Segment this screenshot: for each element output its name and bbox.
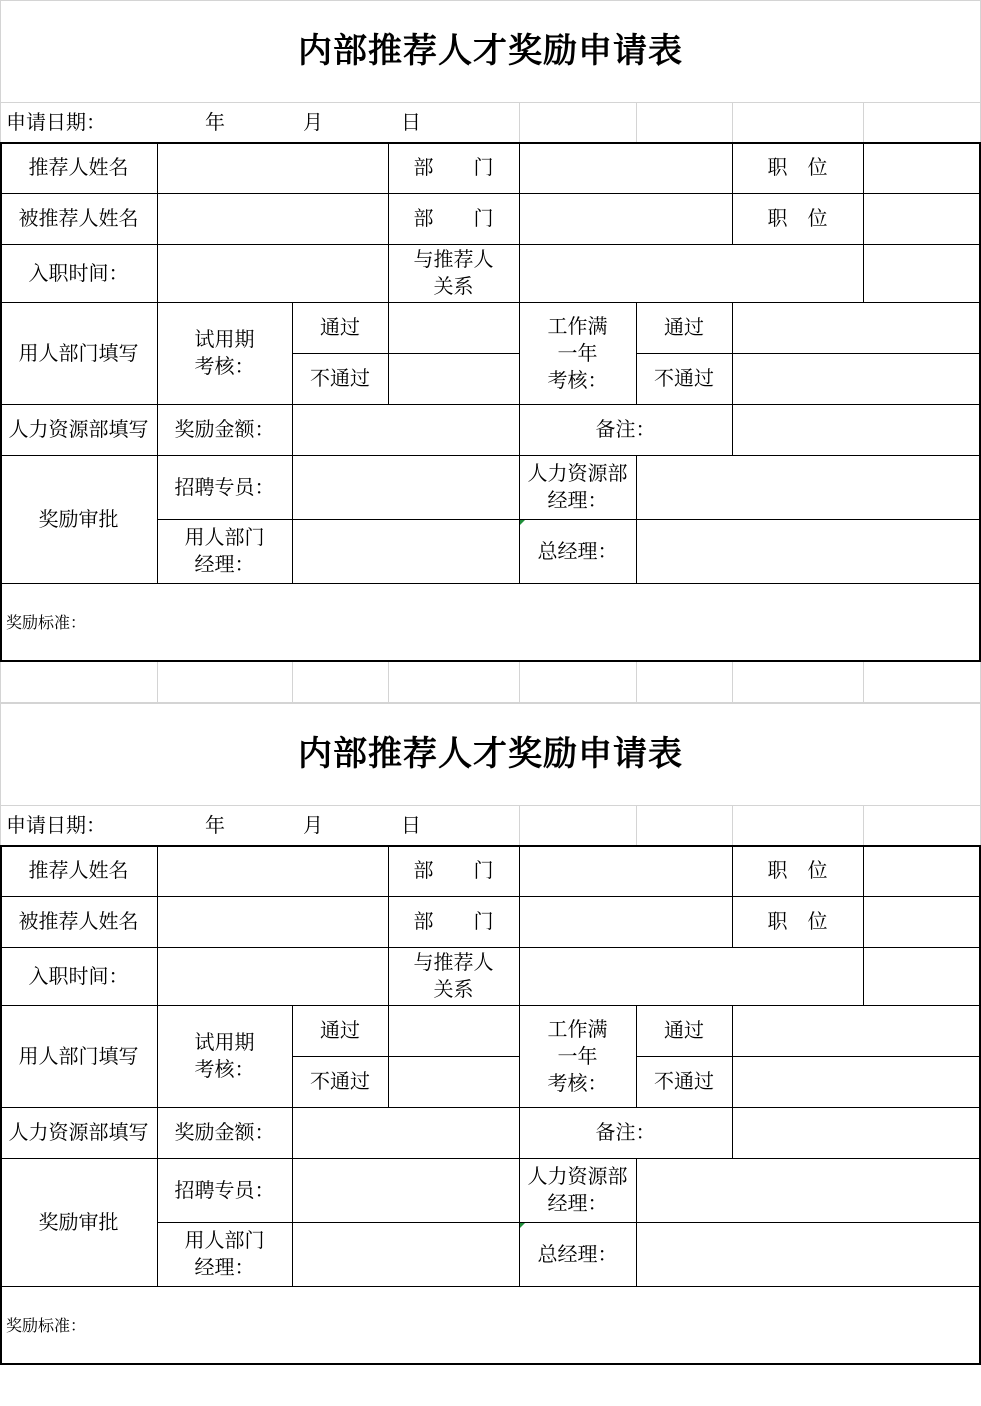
referee-position-field[interactable] [863,193,981,244]
referee-name-field[interactable] [157,193,388,244]
reward-amount-field[interactable] [292,1107,519,1158]
hr-fill-label [0,1107,157,1158]
vline [519,845,520,1286]
hr-fill-label-text: 人力资源部填写 [8,1120,149,1144]
approval-label-text: 奖励审批 [38,506,119,531]
dept-manager-label-text: 用人部门 经理： [184,525,265,576]
hline [292,353,519,354]
probation-fail-label [292,1056,388,1107]
one-year-label [519,1005,636,1107]
one-year-pass-label-text: 通过 [664,315,704,339]
year-label [195,102,235,142]
dept-manager-label-text: 用人部门 经理： [184,1228,265,1279]
vline [388,302,389,404]
referee-name-label [0,896,157,947]
remark-field[interactable] [732,404,981,455]
relation-label-text: 与推荐人 关系 [413,950,494,1001]
referrer-position-field[interactable] [863,142,981,193]
referrer-position-field[interactable] [863,845,981,896]
hr-manager-label-text: 人力资源部 经理： [527,1164,628,1215]
one-year-pass-label-text: 通过 [664,1018,704,1042]
grid-gap-col [292,662,293,703]
hline [0,583,981,584]
year-label-text: 年 [205,812,225,837]
referee-position-label-text: 职 位 [767,206,828,230]
referee-dept-label [388,193,519,244]
remark-label-text: 备注： [595,1120,656,1144]
day-label [391,805,431,845]
referrer-dept-field[interactable] [519,845,732,896]
hline [0,896,981,897]
dept-manager-field[interactable] [292,1222,519,1286]
referee-name-field[interactable] [157,896,388,947]
general-manager-label [519,519,636,583]
recruiter-label-text: 招聘专员： [174,1177,275,1202]
one-year-fail-label [636,353,732,404]
referee-name-label [0,193,157,244]
referrer-dept-label [388,845,519,896]
hr-manager-field[interactable] [636,455,981,519]
hiring-dept-fill-label-text: 用人部门填写 [18,340,139,365]
probation-pass-label-text: 通过 [320,1018,360,1042]
border-top [0,845,981,847]
hire-date-field[interactable] [157,947,388,1005]
relation-field[interactable] [519,244,863,302]
vline [157,142,158,583]
hline [0,193,981,194]
date-label [0,805,157,845]
hiring-dept-fill-label [0,1005,157,1107]
referrer-position-label [732,142,863,193]
general-manager-label [519,1222,636,1286]
referee-dept-label-text: 部 门 [413,909,494,933]
date-label-text: 申请日期： [6,812,106,837]
probation-fail-field[interactable] [388,1056,519,1107]
referrer-name-label-text: 推荐人姓名 [28,155,129,179]
hr-manager-label-text: 人力资源部 经理： [527,461,628,512]
referrer-name-label-text: 推荐人姓名 [28,858,129,882]
vline [636,1158,637,1286]
hline [0,404,981,405]
referee-dept-field[interactable] [519,193,732,244]
probation-label-text: 试用期 考核： [194,327,255,378]
dept-manager-label [157,519,292,583]
probation-pass-field[interactable] [388,302,519,353]
referee-dept-label [388,896,519,947]
dept-manager-field[interactable] [292,519,519,583]
vline [388,1005,389,1107]
relation-field[interactable] [519,947,863,1005]
relation-label [388,244,519,302]
probation-label [157,1005,292,1107]
hiring-dept-fill-label-text: 用人部门填写 [18,1043,139,1068]
referee-position-label [732,193,863,244]
month-label [293,102,333,142]
probation-pass-label-text: 通过 [320,315,360,339]
grid-date-col [636,805,637,845]
vline [863,845,864,1005]
one-year-pass-field[interactable] [732,1005,981,1056]
vline [388,142,389,302]
year-label-text: 年 [205,109,225,134]
date-label [0,102,157,142]
referee-position-field[interactable] [863,896,981,947]
form-title-text: 内部推荐人才奖励申请表 [298,733,683,774]
referrer-dept-label-text: 部 门 [413,858,494,882]
recruiter-field[interactable] [292,455,519,519]
remark-label [519,1107,732,1158]
probation-label [157,302,292,404]
grid-date-col [863,102,864,142]
grid-date-col [863,805,864,845]
vline [732,302,733,455]
reward-standard-label-text: 奖励标准： [6,613,87,632]
grid-gap-col [863,662,864,703]
referrer-name-label [0,142,157,193]
probation-pass-label [292,1005,388,1056]
grid-gap-left [0,662,1,703]
vline [388,845,389,1005]
referee-position-label [732,896,863,947]
recruiter-label-text: 招聘专员： [174,474,275,499]
probation-fail-label-text: 不通过 [310,1069,370,1093]
grid-date-col [636,102,637,142]
form-title [0,703,981,805]
date-label-text: 申请日期： [6,109,106,134]
referrer-name-field[interactable] [157,845,388,896]
referrer-dept-label [388,142,519,193]
general-manager-field[interactable] [636,519,981,583]
hline [157,519,981,520]
approval-label [0,455,157,583]
hiring-dept-fill-label [0,302,157,404]
reward-standard-label[interactable] [0,1286,981,1365]
hline [0,947,981,948]
month-label [293,805,333,845]
hline [0,1107,981,1108]
one-year-fail-label-text: 不通过 [654,366,714,390]
hr-manager-label [519,455,636,519]
border-top [0,142,981,144]
reward-amount-label-text: 奖励金额： [174,417,275,441]
one-year-fail-field[interactable] [732,353,981,404]
hline [0,455,981,456]
grid-gap-col [157,662,158,703]
general-manager-label-text: 总经理： [537,538,618,563]
referrer-dept-field[interactable] [519,142,732,193]
application-form [0,703,981,1406]
border-bottom [0,1363,981,1365]
reward-amount-label [157,404,292,455]
referee-dept-label-text: 部 门 [413,206,494,230]
dept-manager-label [157,1222,292,1286]
border-bottom [0,660,981,662]
grid-gap-col [732,662,733,703]
hline [636,1056,981,1057]
one-year-pass-label [636,302,732,353]
vline [732,142,733,244]
border-left [0,142,2,662]
hline [636,353,981,354]
hline [0,1286,981,1287]
referrer-position-label-text: 职 位 [767,155,828,179]
referee-position-label-text: 职 位 [767,909,828,933]
hline [292,1056,519,1057]
border-left [0,845,2,1365]
grid-date-col [519,805,520,845]
probation-fail-label-text: 不通过 [310,366,370,390]
referrer-name-label [0,845,157,896]
vline [292,302,293,583]
general-manager-label-text: 总经理： [537,1241,618,1266]
month-label-text: 月 [303,109,323,134]
vline [636,455,637,583]
reward-amount-label [157,1107,292,1158]
hr-manager-field[interactable] [636,1158,981,1222]
probation-fail-field[interactable] [388,353,519,404]
general-manager-field[interactable] [636,1222,981,1286]
cell-marker [520,1223,525,1228]
cell-marker [520,520,525,525]
hire-date-label [0,244,157,302]
vline [519,142,520,583]
hire-date-field[interactable] [157,244,388,302]
vline [157,845,158,1286]
reward-standard-label[interactable] [0,583,981,662]
recruiter-label [157,455,292,519]
hline [0,1005,981,1006]
grid-gap-col [636,662,637,703]
recruiter-field[interactable] [292,1158,519,1222]
hline [0,1158,981,1159]
vline [732,845,733,947]
grid-date-col [732,805,733,845]
referrer-position-label-text: 职 位 [767,858,828,882]
vline [732,1005,733,1158]
hire-date-label-text: 入职时间： [28,963,129,988]
referrer-position-label [732,845,863,896]
month-label-text: 月 [303,812,323,837]
approval-label [0,1158,157,1286]
vline [863,142,864,302]
one-year-fail-field[interactable] [732,1056,981,1107]
day-label [391,102,431,142]
reward-amount-label-text: 奖励金额： [174,1120,275,1144]
probation-pass-label [292,302,388,353]
referrer-name-field[interactable] [157,142,388,193]
hline [157,1222,981,1223]
hr-fill-label-text: 人力资源部填写 [8,417,149,441]
grid-gap-col [519,662,520,703]
form-title-text: 内部推荐人才奖励申请表 [298,30,683,71]
remark-field[interactable] [732,1107,981,1158]
remark-label [519,404,732,455]
hline [0,244,981,245]
remark-label-text: 备注： [595,417,656,441]
day-label-text: 日 [401,812,421,837]
one-year-label-text: 工作满 一年 考核： [547,313,608,392]
grid-date-col [519,102,520,142]
approval-label-text: 奖励审批 [38,1209,119,1234]
one-year-pass-label [636,1005,732,1056]
day-label-text: 日 [401,109,421,134]
hire-date-label-text: 入职时间： [28,260,129,285]
relation-label [388,947,519,1005]
referee-name-label-text: 被推荐人姓名 [18,206,139,230]
vline [292,1005,293,1286]
grid-date-col [732,102,733,142]
one-year-fail-label-text: 不通过 [654,1069,714,1093]
vline [636,302,637,404]
form-title [0,0,981,102]
referrer-dept-label-text: 部 门 [413,155,494,179]
reward-standard-label-text: 奖励标准： [6,1316,87,1335]
probation-label-text: 试用期 考核： [194,1030,255,1081]
recruiter-label [157,1158,292,1222]
hire-date-label [0,947,157,1005]
hline [0,302,981,303]
probation-pass-field[interactable] [388,1005,519,1056]
probation-fail-label [292,353,388,404]
one-year-pass-field[interactable] [732,302,981,353]
vline [636,1005,637,1107]
referee-name-label-text: 被推荐人姓名 [18,909,139,933]
hr-manager-label [519,1158,636,1222]
referee-dept-field[interactable] [519,896,732,947]
reward-amount-field[interactable] [292,404,519,455]
one-year-label-text: 工作满 一年 考核： [547,1016,608,1095]
one-year-label [519,302,636,404]
one-year-fail-label [636,1056,732,1107]
grid-gap-col [388,662,389,703]
hr-fill-label [0,404,157,455]
relation-label-text: 与推荐人 关系 [413,247,494,298]
year-label [195,805,235,845]
